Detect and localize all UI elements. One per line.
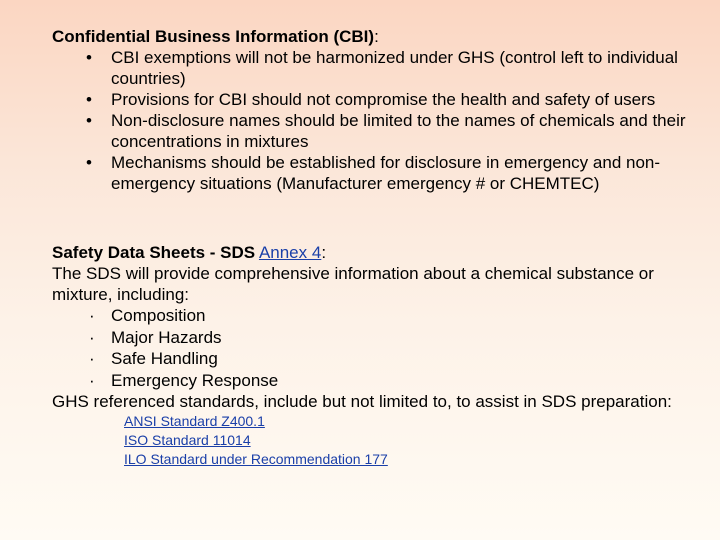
cbi-bullet-item <box>52 89 702 110</box>
sds-bullet-text: Safe Handling <box>111 349 218 368</box>
standards-text: GHS referenced standards, include but not limited to, to assist in SDS preparation: <box>52 392 672 411</box>
sds-intro: The SDS will provide comprehensive information about a chemical substance or mixture, including: <box>52 264 654 304</box>
sds-bullet-item <box>52 348 702 370</box>
cbi-bullet-text: CBI exemptions will not be harmonized under GHS (control left to individual countries) <box>111 48 678 88</box>
ilo-standard-link[interactable]: ILO Standard under Recommendation 177 <box>124 451 388 467</box>
reference-item <box>52 431 702 450</box>
sds-bullet-item <box>52 327 702 349</box>
sds-bullet-list <box>52 305 702 391</box>
sds-bullet-item <box>52 305 702 327</box>
sds-bullet-item <box>52 370 702 392</box>
circle-bullet-icon: · <box>89 370 95 390</box>
sds-bullet-text: Major Hazards <box>111 327 222 347</box>
sds-bullet-text: Emergency Response <box>111 370 279 390</box>
bullet-icon: • <box>86 90 92 109</box>
sds-bullet-text: Composition <box>111 306 206 325</box>
cbi-bullet-item <box>52 110 702 152</box>
iso-standard-link[interactable]: ISO Standard 11014 <box>124 432 251 448</box>
cbi-bullet-list <box>52 47 702 194</box>
sds-title-colon: : <box>321 243 327 262</box>
ansi-standard-link[interactable]: ANSI Standard Z400.1 <box>124 413 265 429</box>
cbi-section <box>52 26 702 194</box>
sds-section <box>52 242 702 469</box>
bullet-icon: • <box>86 48 92 67</box>
circle-bullet-icon: · <box>89 349 95 368</box>
cbi-bullet-text: Non-disclosure names should be limited to the names of chemicals and their concentrations in mixtures <box>111 111 686 151</box>
bullet-icon: • <box>86 153 92 172</box>
cbi-title: Confidential Business Information (CBI) <box>52 27 375 46</box>
sds-title: Safety Data Sheets - SDS <box>52 243 256 262</box>
cbi-bullet-text: Mechanisms should be established for disclosure in emergency and non-emergency situations (Manufacturer emergency # or CHEMTEC) <box>111 153 661 193</box>
cbi-bullet-item <box>52 47 702 89</box>
sds-heading <box>52 242 702 263</box>
annex-4-link[interactable]: Annex 4 <box>258 243 322 262</box>
cbi-title-colon: : <box>374 27 379 46</box>
cbi-bullet-item <box>52 152 702 194</box>
reference-item <box>52 450 702 469</box>
reference-item <box>52 412 702 431</box>
circle-bullet-icon: · <box>89 306 95 325</box>
cbi-bullet-text: Provisions for CBI should not compromise the health and safety of users <box>111 90 656 109</box>
cbi-heading <box>52 26 702 47</box>
circle-bullet-icon: · <box>89 327 95 347</box>
bullet-icon: • <box>86 111 92 130</box>
reference-list <box>52 412 702 469</box>
